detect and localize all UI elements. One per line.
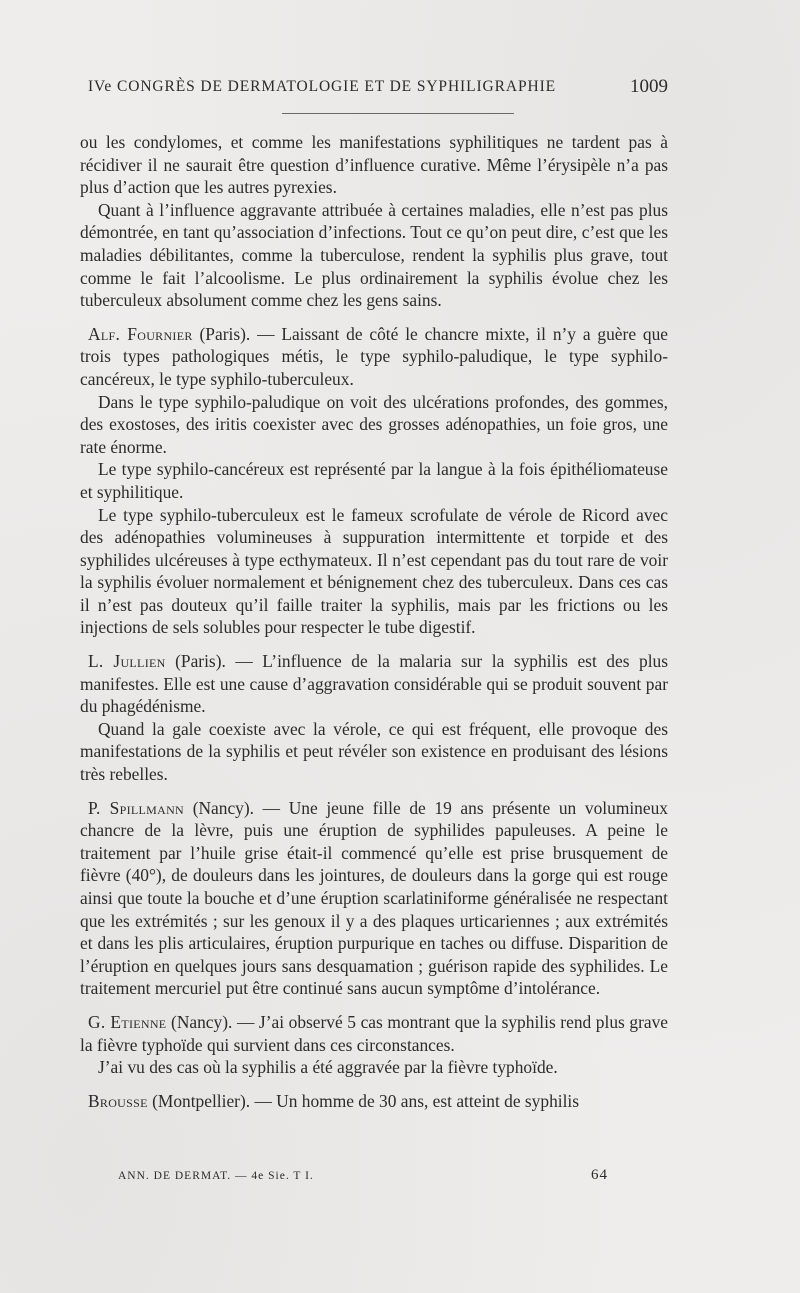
entry-brousse-text: (Montpellier). — Un homme de 30 ans, est atteint de syphilis: [147, 1090, 580, 1111]
page-footer: [118, 1167, 608, 1183]
author-jullien: L. Jullien: [88, 651, 166, 672]
entry-etienne-text: (Nancy). — J’ai observé 5 cas montrant que la syphilis rend plus grave la fièvre typhoïde qui survient dans ces circonstances.: [80, 1011, 668, 1055]
entry-fournier: [80, 323, 668, 391]
paragraph-8: Quand la gale coexiste avec la vérole, ce qui est fréquent, elle provoque des manifestations de la syphilis et peut révéler son existence en produisant des lésions très rebelles.: [80, 718, 668, 785]
paragraph-2: Quant à l’influence aggravante attribuée à certaines maladies, elle n’est pas plus démontrée, en tant qu’association d’infections. Tout ce qu’on peut dire, c’est que les maladies débilitantes, comme la tuberculose, rendent la syphilis plus grave, tout comme le fait l’alcoolisme. Le plus ordinairement la syphilis évolue chez les tuberculeux absolument comme chez les gens sains.: [80, 199, 668, 311]
running-header: [88, 78, 668, 96]
entry-spillmann-text: (Nancy). — Une jeune fille de 19 ans présente un volumineux chancre de la lèvre, puis une éruption de syphilides papuleuses. A peine le traitement par l’huile grise était-il commencé qu’elle est prise brusquement de fièvre (40°), de douleurs dans les jointures, de douleurs dans la gorge qui est rouge ainsi que toute la bouche et d’une éruption scarlatiniforme généralisée ne respectant que les extrémités ; sur les genoux il y a des plaques urticariennes ; aux extrémités et dans les plis articulaires, éruption purpurique en taches ou diffuse. Disparition de l’éruption en quelques jours sans desquamation ; guérison rapide des syphilides. Le traitement mercuriel put être continué sans aucun symptôme d’intolérance.: [80, 797, 668, 999]
author-brousse: Brousse: [88, 1090, 148, 1111]
paragraph-11: J’ai vu des cas où la syphilis a été aggravée par la fièvre typhoïde.: [98, 1057, 558, 1078]
entry-jullien-text: (Paris). — L’influence de la malaria sur la syphilis est des plus manifestes. Elle est une cause d’aggravation considérable qui se produit souvent par du phagédénisme.: [80, 651, 669, 717]
author-spillmann: P. Spillmann: [88, 797, 185, 818]
header-title: IVe CONGRÈS DE DERMATOLOGIE ET DE SYPHILIGRAPHIE: [88, 78, 557, 95]
paragraph-1: ou les condylomes, et comme les manifestations syphilitiques ne tardent pas à récidiver il ne saurait être question d’influence curative. Même l’érysipèle n’a pas plus d’action que les autres pyrexies.: [80, 132, 668, 198]
signature-mark: 64: [591, 1167, 608, 1183]
paragraph-5: Le type syphilo-cancéreux est représenté par la langue à la fois épithéliomateuse et syphilitique.: [80, 459, 668, 502]
paragraph-6: Le type syphilo-tuberculeux est le fameux scrofulate de vérole de Ricord avec des adénopathies volumineuses à suppuration intermittente et torpide et des syphilides ulcéreuses à type ecthymateux. Il n’est cependant pas du tout rare de voir la syphilis évoluer normalement et bénignement chez des tuberculeux. Dans ces cas il n’est pas douteux qu’il faille traiter la syphilis, mais par les frictions ou les injections de sels solubles pour respecter le tube digestif.: [80, 504, 668, 638]
paragraph-4: Dans le type syphilo-paludique on voit des ulcérations profondes, des gommes, des exostoses, des iritis coexister avec des grosses adénopathies, un foie gros, une rate énorme.: [80, 391, 668, 457]
author-etienne: G. Etienne: [88, 1011, 167, 1032]
entry-etienne: [80, 1011, 668, 1056]
entry-spillmann: [80, 797, 668, 1000]
header-rule: [282, 113, 514, 114]
entry-fournier-text: (Paris). — Laissant de côté le chancre mixte, il n’y a guère que trois types pathologiques métis, le type syphilo-paludique, le type syphilo-cancéreux, le type syphilo-tuberculeux.: [80, 323, 668, 389]
footer-journal: ANN. DE DERMAT. — 4e Sie. T I.: [118, 1170, 314, 1182]
entry-brousse: [80, 1090, 668, 1113]
page-number: 1009: [630, 76, 668, 97]
author-fournier: Alf. Fournier: [88, 323, 193, 344]
article-body: [80, 131, 668, 1112]
entry-jullien: [80, 650, 668, 718]
